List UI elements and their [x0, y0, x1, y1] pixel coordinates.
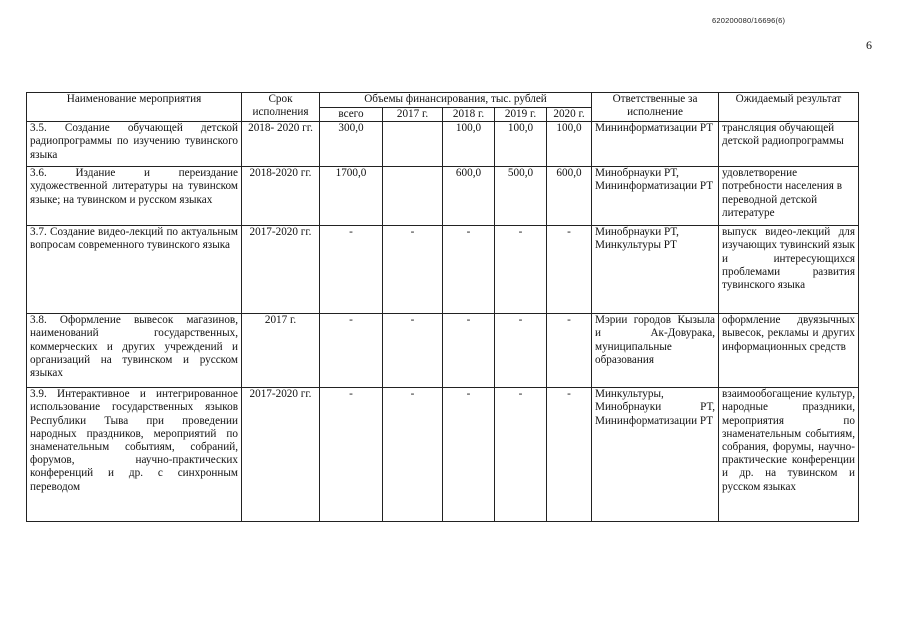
row-result: оформление двуязычных вывесок, рекламы и других информационных средств [719, 314, 859, 388]
activities-table [26, 92, 859, 522]
row-total: 1700,0 [320, 167, 383, 226]
row-2017: - [383, 314, 443, 388]
row-2020: 100,0 [547, 122, 592, 167]
row-2020: - [547, 314, 592, 388]
row-total: - [320, 226, 383, 314]
table-row [27, 122, 859, 167]
row-2018: - [443, 314, 495, 388]
document-number: 620200080/16696(6) [712, 16, 786, 25]
row-name: 3.6. Издание и переиздание художественной литературы на тувинском языке; на тувинском и русском языках [27, 167, 242, 226]
table-header-row [27, 93, 859, 108]
row-result: выпуск видео-лекций для изучающих тувинский язык и интересующихся проблемами развития тувинского языка [719, 226, 859, 314]
page-number: 6 [866, 38, 872, 52]
row-2020: 600,0 [547, 167, 592, 226]
table-row [27, 226, 859, 314]
row-term: 2018-2020 гг. [242, 167, 320, 226]
row-name: 3.7. Создание видео-лекций по актуальным вопросам современного тувинского языка [27, 226, 242, 314]
header-2019: 2019 г. [495, 108, 547, 122]
header-name: Наименование мероприятия [27, 93, 242, 122]
row-responsible: Мининформатизации РТ [592, 122, 719, 167]
row-2020: - [547, 388, 592, 522]
row-name: 3.8. Оформление вывесок магазинов, наименований государственных, коммерческих и других учреждений и организаций на тувинском и русском языках [27, 314, 242, 388]
row-2017 [383, 167, 443, 226]
row-total: - [320, 388, 383, 522]
header-2018: 2018 г. [443, 108, 495, 122]
row-2019: - [495, 226, 547, 314]
row-responsible: Мэрии городов Кызыла и Ак-Довурака, муниципальные образования [592, 314, 719, 388]
row-responsible: Минобрнауки РТ, Минкультуры РТ [592, 226, 719, 314]
row-2019: - [495, 388, 547, 522]
row-name: 3.9. Интерактивное и интегрированное использование государственных языков Республики Тыва при проведении народных праздников, мероприятий по знаменательным событиям, собраний, форумов, научно-практических конференций и др. с синхронным переводом [27, 388, 242, 522]
row-2018: - [443, 226, 495, 314]
row-result: трансляция обучающей детской радиопрограммы [719, 122, 859, 167]
row-2018: - [443, 388, 495, 522]
header-total: всего [320, 108, 383, 122]
row-responsible: Минкультуры, Минобрнауки РТ, Мининформатизации РТ [592, 388, 719, 522]
row-total: 300,0 [320, 122, 383, 167]
header-funding: Объемы финансирования, тыс. рублей [320, 93, 592, 108]
row-term: 2017-2020 гг. [242, 388, 320, 522]
table-row [27, 314, 859, 388]
row-2019: 100,0 [495, 122, 547, 167]
row-2019: - [495, 314, 547, 388]
row-result: взаимообогащение культур, народные праздники, мероприятия по знаменательным событиям, собрания, форумы, научно-практические конференции и др. на тувинском и русском языках [719, 388, 859, 522]
row-2017: - [383, 388, 443, 522]
row-total: - [320, 314, 383, 388]
row-term: 2018- 2020 гг. [242, 122, 320, 167]
row-2019: 500,0 [495, 167, 547, 226]
header-responsible: Ответственные за исполнение [592, 93, 719, 122]
header-term: Срок исполнения [242, 93, 320, 122]
table-row [27, 388, 859, 522]
row-term: 2017 г. [242, 314, 320, 388]
header-2020: 2020 г. [547, 108, 592, 122]
row-2017 [383, 122, 443, 167]
row-2018: 100,0 [443, 122, 495, 167]
row-responsible: Минобрнауки РТ, Мининформатизации РТ [592, 167, 719, 226]
row-result: удовлетворение потребности населения в переводной детской литературе [719, 167, 859, 226]
header-result: Ожидаемый результат [719, 93, 859, 122]
row-2018: 600,0 [443, 167, 495, 226]
table-row [27, 167, 859, 226]
header-2017: 2017 г. [383, 108, 443, 122]
row-name: 3.5. Создание обучающей детской радиопрограммы по изучению тувинского языка [27, 122, 242, 167]
row-term: 2017-2020 гг. [242, 226, 320, 314]
row-2020: - [547, 226, 592, 314]
row-2017: - [383, 226, 443, 314]
